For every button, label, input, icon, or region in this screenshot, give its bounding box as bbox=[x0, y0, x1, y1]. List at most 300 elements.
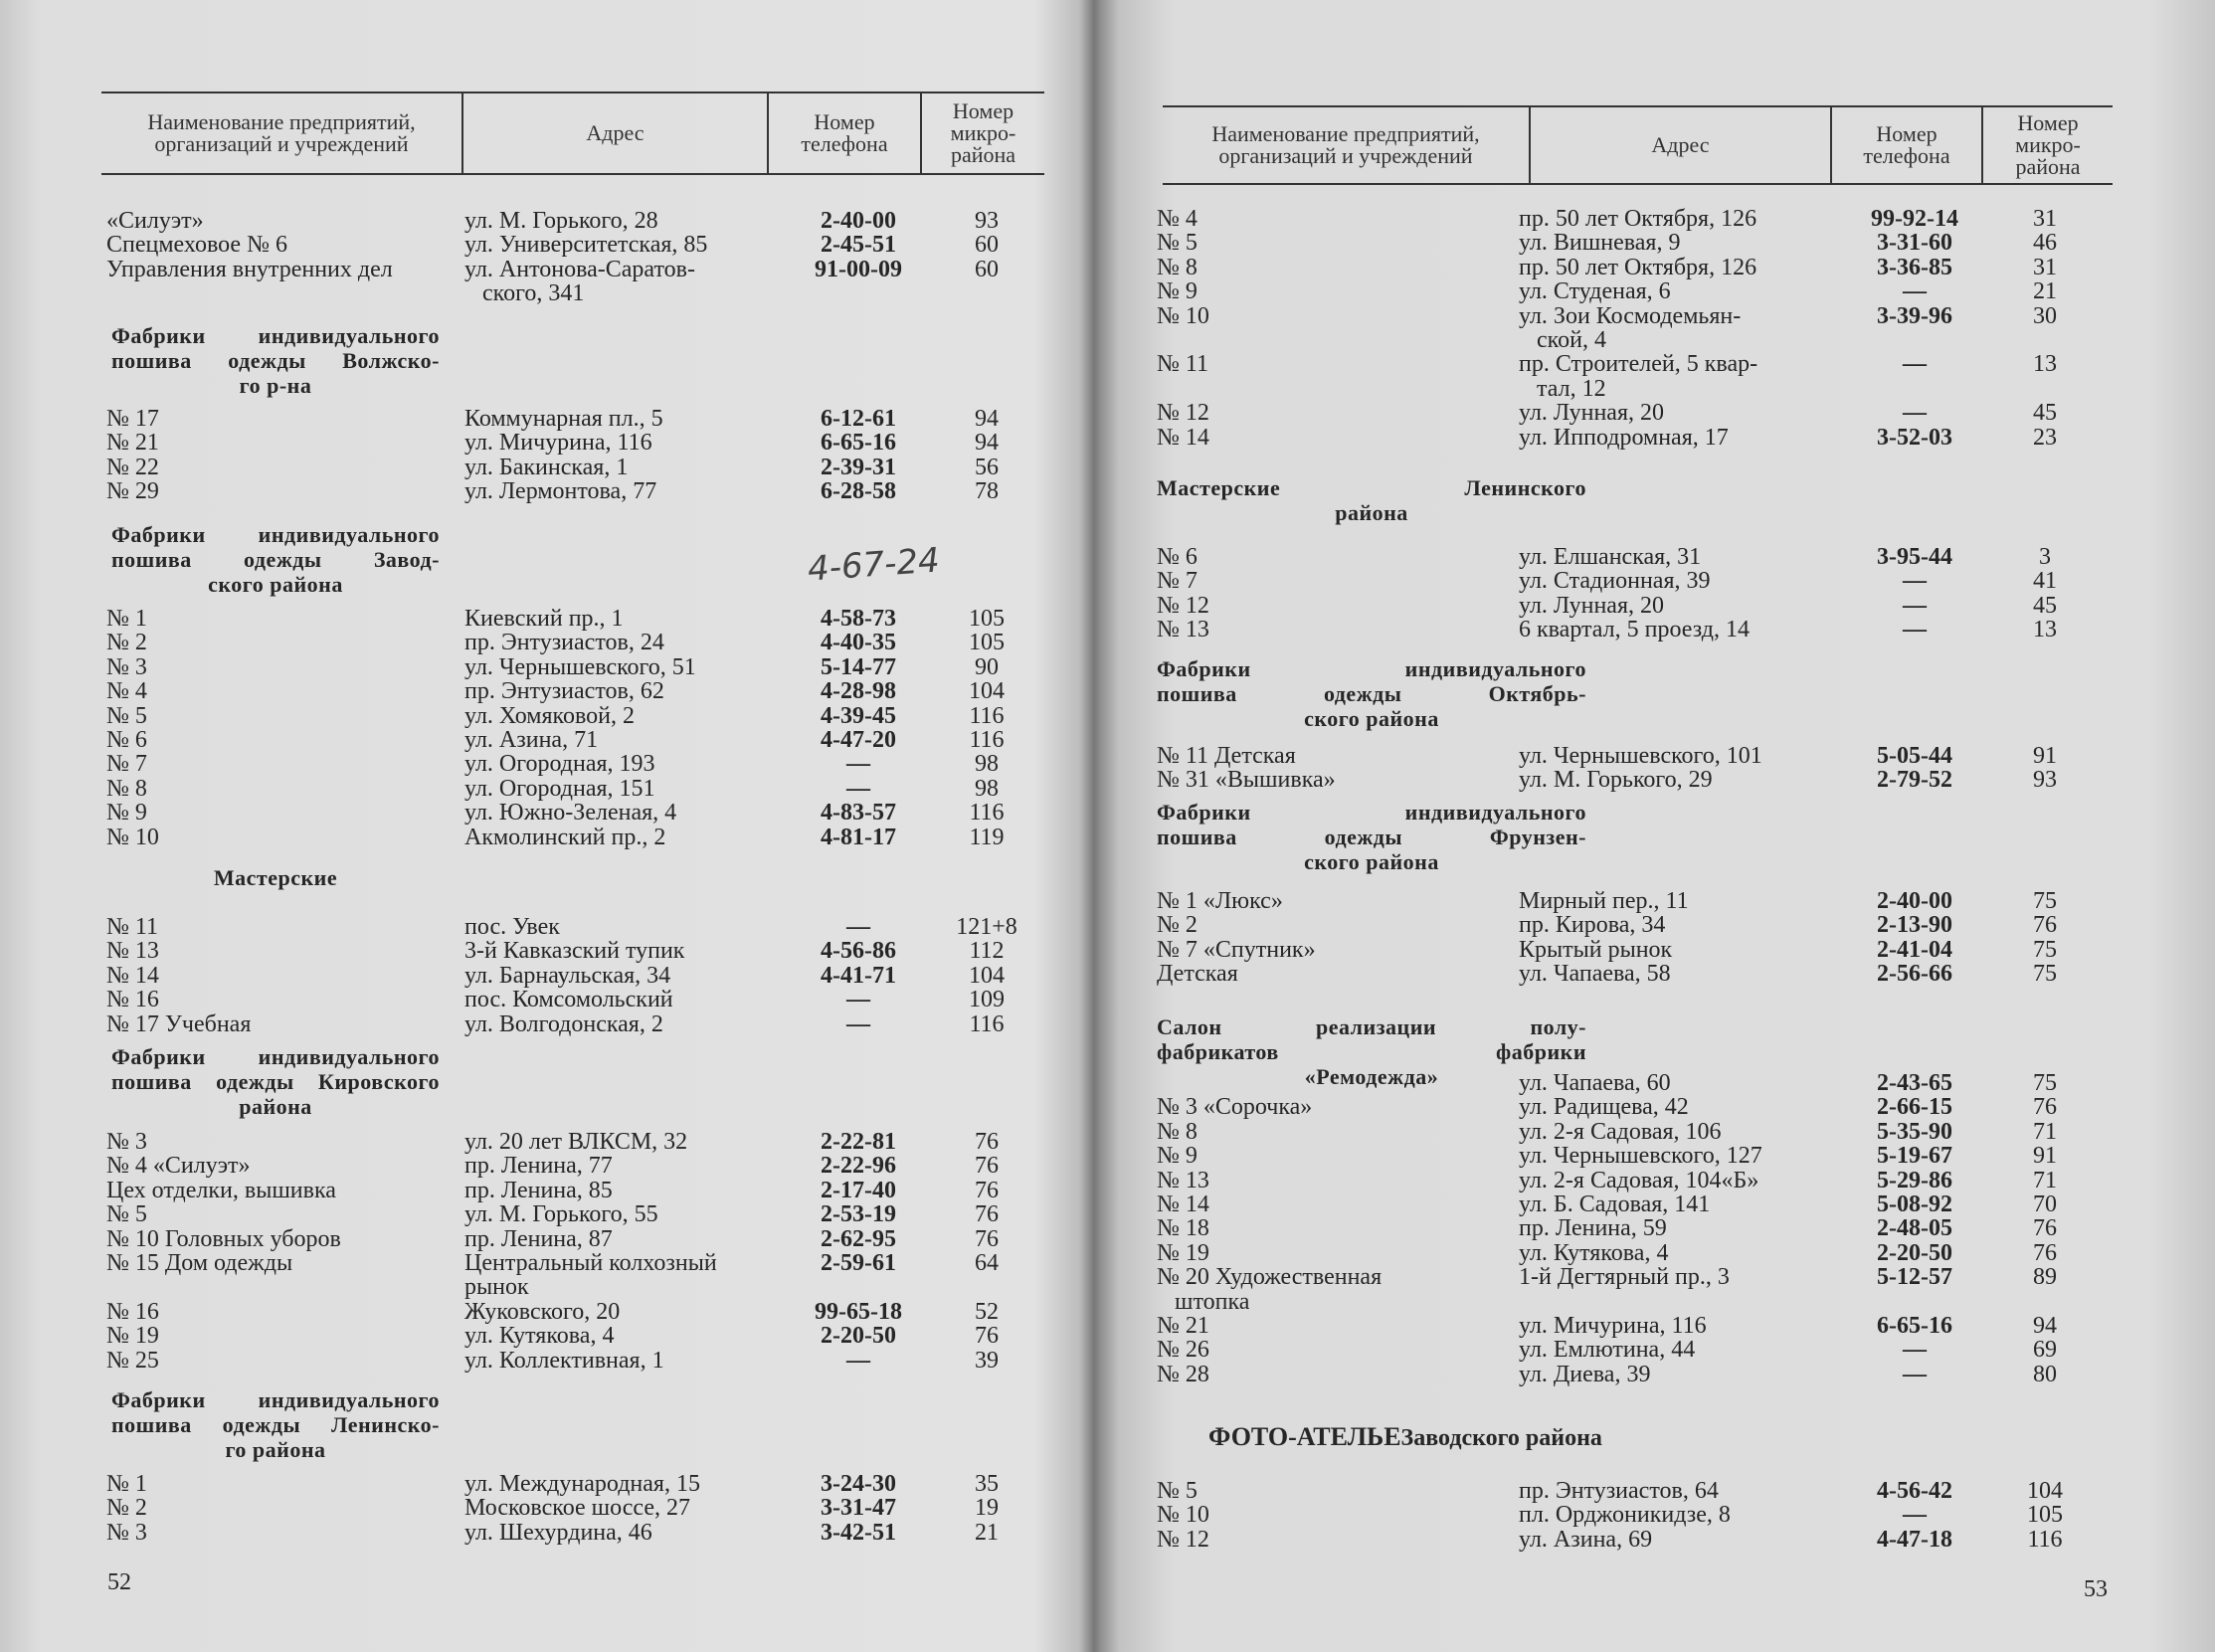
entry-phone: 2-22-81 bbox=[821, 1129, 896, 1155]
entry-microdistrict: 76 bbox=[975, 1225, 999, 1252]
entry-name: № 10 bbox=[106, 824, 159, 850]
section-title-line: Салон реализации полу- bbox=[1157, 1014, 1586, 1039]
entry-phone: — bbox=[846, 775, 870, 802]
entry-name: № 4 «Силуэт» bbox=[106, 1153, 251, 1180]
entry-microdistrict: 3 bbox=[2039, 544, 2051, 570]
table-row bbox=[0, 801, 1084, 826]
entry-phone: 2-59-61 bbox=[821, 1250, 896, 1276]
entry-address: ул. Вишневая, 9 bbox=[1519, 230, 1681, 257]
entry-address: ул. М. Горького, 28 bbox=[464, 208, 658, 234]
table-row bbox=[1099, 1338, 2183, 1363]
entry-microdistrict: 76 bbox=[975, 1153, 999, 1180]
entry-address: пос. Комсомольский bbox=[464, 987, 673, 1013]
entry-name: № 4 bbox=[1157, 206, 1198, 232]
entry-name: № 17 Учебная bbox=[106, 1010, 252, 1037]
handwritten-note: 4-67-24 bbox=[806, 540, 941, 590]
right-page bbox=[1099, 0, 2215, 1652]
table-row bbox=[1099, 594, 2183, 619]
entry-address: ской, 4 bbox=[1519, 327, 1606, 353]
entry-name: № 3 bbox=[106, 653, 147, 680]
table-row bbox=[0, 1227, 1084, 1252]
entry-address: ул. Мичурина, 116 bbox=[1519, 1313, 1707, 1339]
entry-microdistrict: 105 bbox=[969, 630, 1005, 656]
section-title-line: Мастерские Ленинского bbox=[1157, 475, 1586, 500]
entry-phone: 5-05-44 bbox=[1877, 743, 1952, 769]
entry-microdistrict: 104 bbox=[2027, 1478, 2063, 1504]
table-row bbox=[0, 1275, 1084, 1300]
section-title-line: го района bbox=[225, 1437, 326, 1462]
entry-address: ул. Международная, 15 bbox=[464, 1471, 700, 1497]
header-address: Адрес bbox=[1531, 107, 1832, 183]
entry-address: ул. Кутякова, 4 bbox=[1519, 1239, 1669, 1266]
table-row bbox=[1099, 1265, 2183, 1290]
entry-name: № 14 bbox=[106, 962, 159, 989]
entry-phone: 4-47-18 bbox=[1877, 1526, 1952, 1553]
entry-microdistrict: 104 bbox=[969, 678, 1005, 705]
table-row bbox=[0, 655, 1084, 680]
entry-microdistrict: 94 bbox=[2033, 1313, 2057, 1339]
entry-address: ул. Ипподромная, 17 bbox=[1519, 424, 1729, 451]
entry-phone: 3-36-85 bbox=[1877, 254, 1952, 280]
table-row bbox=[1099, 744, 2183, 769]
entry-phone: 2-20-50 bbox=[821, 1323, 896, 1350]
entry-phone: 6-65-16 bbox=[1877, 1313, 1952, 1339]
entry-name: № 10 bbox=[1157, 1502, 1209, 1529]
table-row bbox=[1099, 256, 2183, 280]
entry-microdistrict: 94 bbox=[975, 406, 999, 432]
entry-address: ского, 341 bbox=[464, 280, 585, 307]
entry-microdistrict: 39 bbox=[975, 1347, 999, 1374]
entry-address: ул. Радищева, 42 bbox=[1519, 1094, 1689, 1121]
table-row bbox=[0, 704, 1084, 729]
entry-phone: 3-31-60 bbox=[1877, 230, 1952, 257]
entry-phone: 3-24-30 bbox=[821, 1471, 896, 1497]
entry-name: № 31 «Вышивка» bbox=[1157, 767, 1336, 794]
entry-address: пр. Ленина, 59 bbox=[1519, 1215, 1667, 1242]
entry-phone: 2-13-90 bbox=[1877, 912, 1952, 939]
section-title-line: Фабрики индивидуального bbox=[1157, 800, 1586, 825]
entry-microdistrict: 23 bbox=[2033, 424, 2057, 451]
table-row bbox=[1099, 768, 2183, 793]
entry-address: пр. Ленина, 87 bbox=[464, 1225, 613, 1252]
entry-microdistrict: 76 bbox=[975, 1323, 999, 1350]
entry-name: № 7 bbox=[106, 751, 147, 778]
entry-name: № 2 bbox=[106, 630, 147, 656]
entry-address: ул. Азина, 69 bbox=[1519, 1526, 1653, 1553]
entry-phone: 3-39-96 bbox=[1877, 302, 1952, 329]
entry-microdistrict: 71 bbox=[2033, 1167, 2057, 1193]
entry-name: Детская bbox=[1157, 961, 1238, 988]
entry-address: ул. Мичурина, 116 bbox=[464, 430, 652, 457]
header-name: Наименование предприятий, организаций и учреждений bbox=[1163, 107, 1531, 183]
entry-phone: 2-39-31 bbox=[821, 454, 896, 480]
entry-name: № 9 bbox=[106, 800, 147, 826]
table-row bbox=[0, 1472, 1084, 1497]
entry-name: № 9 bbox=[1157, 1143, 1198, 1170]
entry-address: ул. Коллективная, 1 bbox=[464, 1347, 664, 1374]
entry-phone: — bbox=[1903, 400, 1927, 427]
table-row bbox=[1099, 618, 2183, 642]
entry-microdistrict: 76 bbox=[975, 1177, 999, 1203]
entry-address: ул. Стадионная, 39 bbox=[1519, 568, 1711, 595]
entry-name: штопка bbox=[1157, 1288, 1250, 1315]
entry-phone: 4-83-57 bbox=[821, 800, 896, 826]
entry-name: № 21 bbox=[1157, 1313, 1209, 1339]
entry-microdistrict: 13 bbox=[2033, 351, 2057, 378]
entry-name: № 8 bbox=[1157, 1118, 1198, 1145]
entry-phone: 2-48-05 bbox=[1877, 1215, 1952, 1242]
section-title-line: Фабрики индивидуального bbox=[111, 522, 440, 547]
table-row bbox=[0, 1496, 1084, 1521]
section-title-line: го р-на bbox=[239, 373, 312, 398]
entry-phone: — bbox=[1903, 278, 1927, 305]
entry-name: № 13 bbox=[1157, 617, 1209, 643]
entry-name: № 3 bbox=[106, 1519, 147, 1546]
table-row bbox=[1099, 1503, 2183, 1528]
entry-microdistrict: 21 bbox=[2033, 278, 2057, 305]
table-row bbox=[1099, 1095, 2183, 1120]
entry-name: № 6 bbox=[106, 727, 147, 753]
entry-phone: 6-65-16 bbox=[821, 430, 896, 457]
table-row bbox=[0, 281, 1084, 306]
entry-microdistrict: 35 bbox=[975, 1471, 999, 1497]
entry-name: «Силуэт» bbox=[106, 208, 204, 234]
entry-address: ул. М. Горького, 29 bbox=[1519, 767, 1713, 794]
entry-phone: 5-19-67 bbox=[1877, 1143, 1952, 1170]
entry-phone: 2-40-00 bbox=[821, 208, 896, 234]
entry-name: № 11 Детская bbox=[1157, 743, 1296, 769]
entry-microdistrict: 56 bbox=[975, 454, 999, 480]
entry-microdistrict: 112 bbox=[969, 938, 1005, 965]
table-row bbox=[1099, 938, 2183, 963]
table-row bbox=[0, 777, 1084, 802]
entry-address: ул. Студеная, 6 bbox=[1519, 278, 1671, 305]
entry-phone: — bbox=[1903, 1502, 1927, 1529]
table-row bbox=[0, 258, 1084, 282]
entry-microdistrict: 75 bbox=[2033, 936, 2057, 963]
entry-microdistrict: 105 bbox=[2027, 1502, 2063, 1529]
entry-phone: 3-42-51 bbox=[821, 1519, 896, 1546]
table-row bbox=[0, 939, 1084, 964]
entry-name: № 10 Головных уборов bbox=[106, 1225, 341, 1252]
entry-address: Жуковского, 20 bbox=[464, 1298, 621, 1325]
section-title-line: ского района bbox=[1304, 849, 1439, 874]
entry-phone: 4-47-20 bbox=[821, 727, 896, 753]
entry-address: Коммунарная пл., 5 bbox=[464, 406, 663, 432]
table-row bbox=[1099, 328, 2183, 353]
entry-phone: — bbox=[846, 1010, 870, 1037]
entry-name: № 8 bbox=[1157, 254, 1198, 280]
table-row bbox=[1099, 1120, 2183, 1145]
entry-address: Крытый рынок bbox=[1519, 936, 1673, 963]
entry-microdistrict: 76 bbox=[975, 1129, 999, 1155]
table-row bbox=[0, 607, 1084, 632]
entry-microdistrict: 75 bbox=[2033, 1070, 2057, 1096]
entry-name: № 19 bbox=[106, 1323, 159, 1350]
entry-microdistrict: 69 bbox=[2033, 1337, 2057, 1364]
entry-microdistrict: 109 bbox=[969, 987, 1005, 1013]
entry-name: № 5 bbox=[1157, 1478, 1198, 1504]
table-row bbox=[0, 1300, 1084, 1325]
table-row bbox=[0, 1521, 1084, 1546]
entry-phone: 5-29-86 bbox=[1877, 1167, 1952, 1193]
entry-address: тал, 12 bbox=[1519, 375, 1606, 402]
header-phone: Номер телефона bbox=[769, 93, 922, 173]
entry-address: ул. Южно-Зеленая, 4 bbox=[464, 800, 677, 826]
entry-address: 1-й Дегтярный пр., 3 bbox=[1519, 1264, 1730, 1291]
section-title-line: Заводского района bbox=[1400, 1425, 1602, 1451]
entry-phone: 3-52-03 bbox=[1877, 424, 1952, 451]
entry-address: ул. Елшанская, 31 bbox=[1519, 544, 1702, 570]
entry-address: ул. Б. Садовая, 141 bbox=[1519, 1192, 1711, 1217]
table-row bbox=[1099, 1241, 2183, 1266]
entry-name: № 9 bbox=[1157, 278, 1198, 305]
table-row bbox=[1099, 889, 2183, 914]
table-row bbox=[1099, 1528, 2183, 1553]
table-row bbox=[1099, 1071, 2183, 1096]
entry-phone: 4-56-42 bbox=[1877, 1478, 1952, 1504]
section-title bbox=[1157, 475, 1586, 525]
table-row bbox=[0, 631, 1084, 655]
entry-phone: — bbox=[1903, 1337, 1927, 1364]
entry-address: пр. Ленина, 85 bbox=[464, 1177, 613, 1203]
section-title bbox=[1157, 800, 1586, 874]
entry-microdistrict: 76 bbox=[2033, 1094, 2057, 1121]
entry-phone: 5-14-77 bbox=[821, 653, 896, 680]
section-title-line: Фабрики индивидуального bbox=[111, 1044, 440, 1069]
table-row bbox=[1099, 401, 2183, 426]
entry-microdistrict: 75 bbox=[2033, 961, 2057, 988]
entry-phone: 4-39-45 bbox=[821, 702, 896, 729]
entry-phone: 6-12-61 bbox=[821, 406, 896, 432]
entry-microdistrict: 91 bbox=[2033, 743, 2057, 769]
entry-address: ул. Лунная, 20 bbox=[1519, 400, 1664, 427]
entry-address: ул. Чапаева, 58 bbox=[1519, 961, 1671, 988]
entry-address: ул. Барнаульская, 34 bbox=[464, 962, 671, 989]
table-row bbox=[1099, 426, 2183, 451]
entry-name: № 5 bbox=[1157, 230, 1198, 257]
table-row bbox=[1099, 545, 2183, 570]
entry-name: № 18 bbox=[1157, 1215, 1209, 1242]
entry-phone: 2-43-65 bbox=[1877, 1070, 1952, 1096]
entry-phone: 6-28-58 bbox=[821, 478, 896, 505]
entry-address: 3-й Кавказский тупик bbox=[464, 938, 685, 965]
entry-name: № 11 bbox=[1157, 351, 1209, 378]
entry-name: № 20 Художественная bbox=[1157, 1264, 1383, 1291]
entry-address: пл. Орджоникидзе, 8 bbox=[1519, 1502, 1731, 1529]
table-row bbox=[1099, 1363, 2183, 1387]
entry-address: Мирный пер., 11 bbox=[1519, 888, 1689, 914]
entry-microdistrict: 52 bbox=[975, 1298, 999, 1325]
entry-address: ул. 20 лет ВЛКСМ, 32 bbox=[464, 1129, 688, 1155]
entry-microdistrict: 104 bbox=[969, 962, 1005, 989]
entry-microdistrict: 21 bbox=[975, 1519, 999, 1546]
entry-phone: 4-28-98 bbox=[821, 678, 896, 705]
entry-address: ул. 2-я Садовая, 106 bbox=[1519, 1118, 1722, 1145]
section-title-line: «Ремодежда» bbox=[1304, 1064, 1439, 1089]
entry-name: № 28 bbox=[1157, 1361, 1209, 1387]
entry-name: Управления внутренних дел bbox=[106, 256, 393, 282]
left-page bbox=[0, 0, 1089, 1652]
section-title bbox=[1177, 1422, 1634, 1452]
section-title bbox=[111, 522, 440, 597]
header-micro: Номер микро- района bbox=[2015, 110, 2081, 179]
entry-address: пр. 50 лет Октября, 126 bbox=[1519, 254, 1757, 280]
entry-name: № 26 bbox=[1157, 1337, 1209, 1364]
table-row bbox=[0, 826, 1084, 850]
table-row bbox=[0, 988, 1084, 1012]
entry-name: № 15 Дом одежды bbox=[106, 1250, 293, 1276]
table-row bbox=[0, 1012, 1084, 1037]
entry-address: ул. Хомяковой, 2 bbox=[464, 702, 635, 729]
entry-microdistrict: 64 bbox=[975, 1250, 999, 1276]
entry-microdistrict: 116 bbox=[2027, 1526, 2063, 1553]
entry-name: № 6 bbox=[1157, 544, 1198, 570]
table-row bbox=[1099, 1314, 2183, 1339]
entry-microdistrict: 121+8 bbox=[956, 914, 1017, 940]
entry-address: ул. Огородная, 151 bbox=[464, 775, 655, 802]
entry-address: пр. 50 лет Октября, 126 bbox=[1519, 206, 1757, 232]
entry-microdistrict: 76 bbox=[975, 1201, 999, 1228]
entry-phone: 4-58-73 bbox=[821, 606, 896, 632]
section-title-line: пошива одежды Ленинско- bbox=[111, 1412, 440, 1437]
entry-phone: — bbox=[846, 1347, 870, 1374]
entry-name: № 2 bbox=[1157, 912, 1198, 939]
table-row bbox=[1099, 1193, 2183, 1217]
entry-name: № 2 bbox=[106, 1495, 147, 1522]
entry-phone: 4-56-86 bbox=[821, 938, 896, 965]
entry-address: рынок bbox=[464, 1274, 529, 1301]
header-micro: Номер микро- района bbox=[950, 98, 1016, 167]
section-title-line: района bbox=[1335, 500, 1408, 525]
entry-phone: 2-62-95 bbox=[821, 1225, 896, 1252]
entry-phone: 2-20-50 bbox=[1877, 1239, 1952, 1266]
section-title-line: Мастерские bbox=[213, 865, 338, 890]
entry-microdistrict: 93 bbox=[2033, 767, 2057, 794]
entry-microdistrict: 31 bbox=[2033, 206, 2057, 232]
table-row bbox=[1099, 1479, 2183, 1504]
entry-name: № 12 bbox=[1157, 1526, 1209, 1553]
entry-name: № 5 bbox=[106, 1201, 147, 1228]
page-number-right: 53 bbox=[2084, 1576, 2108, 1602]
entry-name: № 3 «Сорочка» bbox=[1157, 1094, 1313, 1121]
entry-address: ул. Зои Космодемьян- bbox=[1519, 302, 1742, 329]
entry-address: ул. Емлютина, 44 bbox=[1519, 1337, 1696, 1364]
entry-microdistrict: 116 bbox=[969, 702, 1005, 729]
entry-phone: — bbox=[1903, 568, 1927, 595]
entry-phone: — bbox=[1903, 592, 1927, 619]
entry-name: № 22 bbox=[106, 454, 159, 480]
entry-phone: — bbox=[1903, 617, 1927, 643]
entry-phone: 2-56-66 bbox=[1877, 961, 1952, 988]
table-row bbox=[1099, 352, 2183, 377]
table-row bbox=[0, 479, 1084, 504]
entry-microdistrict: 75 bbox=[2033, 888, 2057, 914]
section-title-line: пошива одежды Октябрь- bbox=[1157, 681, 1586, 706]
entry-name: № 5 bbox=[106, 702, 147, 729]
table-row bbox=[0, 456, 1084, 480]
entry-phone: 3-31-47 bbox=[821, 1495, 896, 1522]
entry-address: ул. Лермонтова, 77 bbox=[464, 478, 657, 505]
table-row bbox=[0, 233, 1084, 258]
entry-phone: 2-53-19 bbox=[821, 1201, 896, 1228]
entry-address: ул. Университетская, 85 bbox=[464, 232, 708, 259]
entry-address: ул. Азина, 71 bbox=[464, 727, 599, 753]
entry-microdistrict: 78 bbox=[975, 478, 999, 505]
entry-name: № 16 bbox=[106, 1298, 159, 1325]
entry-address: пр. Ленина, 77 bbox=[464, 1153, 613, 1180]
entry-microdistrict: 70 bbox=[2033, 1192, 2057, 1217]
entry-name: № 14 bbox=[1157, 1192, 1209, 1217]
table-row bbox=[1099, 1290, 2183, 1315]
entry-address: ул. Огородная, 193 bbox=[464, 751, 655, 778]
table-row bbox=[1099, 1144, 2183, 1169]
entry-name: № 1 bbox=[106, 606, 147, 632]
entry-microdistrict: 89 bbox=[2033, 1264, 2057, 1291]
entry-microdistrict: 98 bbox=[975, 775, 999, 802]
entry-name: № 7 «Спутник» bbox=[1157, 936, 1316, 963]
entry-microdistrict: 45 bbox=[2033, 400, 2057, 427]
section-title-line: ФОТО-АТЕЛЬЕ bbox=[1208, 1422, 1401, 1451]
entry-phone: 99-65-18 bbox=[815, 1298, 902, 1325]
entry-phone: 4-81-17 bbox=[821, 824, 896, 850]
section-title-line: пошива одежды Завод- bbox=[111, 547, 440, 572]
entry-microdistrict: 19 bbox=[975, 1495, 999, 1522]
entry-microdistrict: 76 bbox=[2033, 912, 2057, 939]
table-row bbox=[0, 1154, 1084, 1179]
table-row bbox=[1099, 304, 2183, 329]
entry-name: № 12 bbox=[1157, 592, 1209, 619]
entry-microdistrict: 94 bbox=[975, 430, 999, 457]
entry-microdistrict: 71 bbox=[2033, 1118, 2057, 1145]
entry-microdistrict: 119 bbox=[969, 824, 1005, 850]
entry-microdistrict: 13 bbox=[2033, 617, 2057, 643]
entry-microdistrict: 116 bbox=[969, 1010, 1005, 1037]
entry-address: ул. Шехурдина, 46 bbox=[464, 1519, 652, 1546]
entry-name: № 1 «Люкс» bbox=[1157, 888, 1283, 914]
section-title-line: района bbox=[239, 1094, 312, 1119]
entry-phone: 4-40-35 bbox=[821, 630, 896, 656]
entry-phone: — bbox=[846, 987, 870, 1013]
entry-address: ул. Кутякова, 4 bbox=[464, 1323, 615, 1350]
entry-address: ул. Антонова-Саратов- bbox=[464, 256, 695, 282]
entry-name: № 16 bbox=[106, 987, 159, 1013]
left-table-header bbox=[101, 92, 1044, 175]
entry-phone: 2-40-00 bbox=[1877, 888, 1952, 914]
table-row bbox=[0, 1324, 1084, 1349]
entry-name: № 11 bbox=[106, 914, 159, 940]
entry-name: № 12 bbox=[1157, 400, 1209, 427]
entry-name: № 1 bbox=[106, 1471, 147, 1497]
entry-name: № 29 bbox=[106, 478, 159, 505]
entry-microdistrict: 76 bbox=[2033, 1215, 2057, 1242]
table-row bbox=[0, 728, 1084, 753]
header-address: Адрес bbox=[463, 93, 769, 173]
entry-address: пр. Строителей, 5 квар- bbox=[1519, 351, 1758, 378]
table-row bbox=[1099, 231, 2183, 256]
entry-microdistrict: 30 bbox=[2033, 302, 2057, 329]
entry-phone: 5-12-57 bbox=[1877, 1264, 1952, 1291]
table-row bbox=[1099, 377, 2183, 402]
entry-name: № 7 bbox=[1157, 568, 1198, 595]
table-row bbox=[0, 209, 1084, 234]
entry-microdistrict: 76 bbox=[2033, 1239, 2057, 1266]
entry-name: № 19 bbox=[1157, 1239, 1209, 1266]
section-title-line: пошива одежды Фрунзен- bbox=[1157, 825, 1586, 849]
entry-microdistrict: 116 bbox=[969, 727, 1005, 753]
entry-phone: 3-95-44 bbox=[1877, 544, 1952, 570]
entry-address: ул. Волгодонская, 2 bbox=[464, 1010, 663, 1037]
